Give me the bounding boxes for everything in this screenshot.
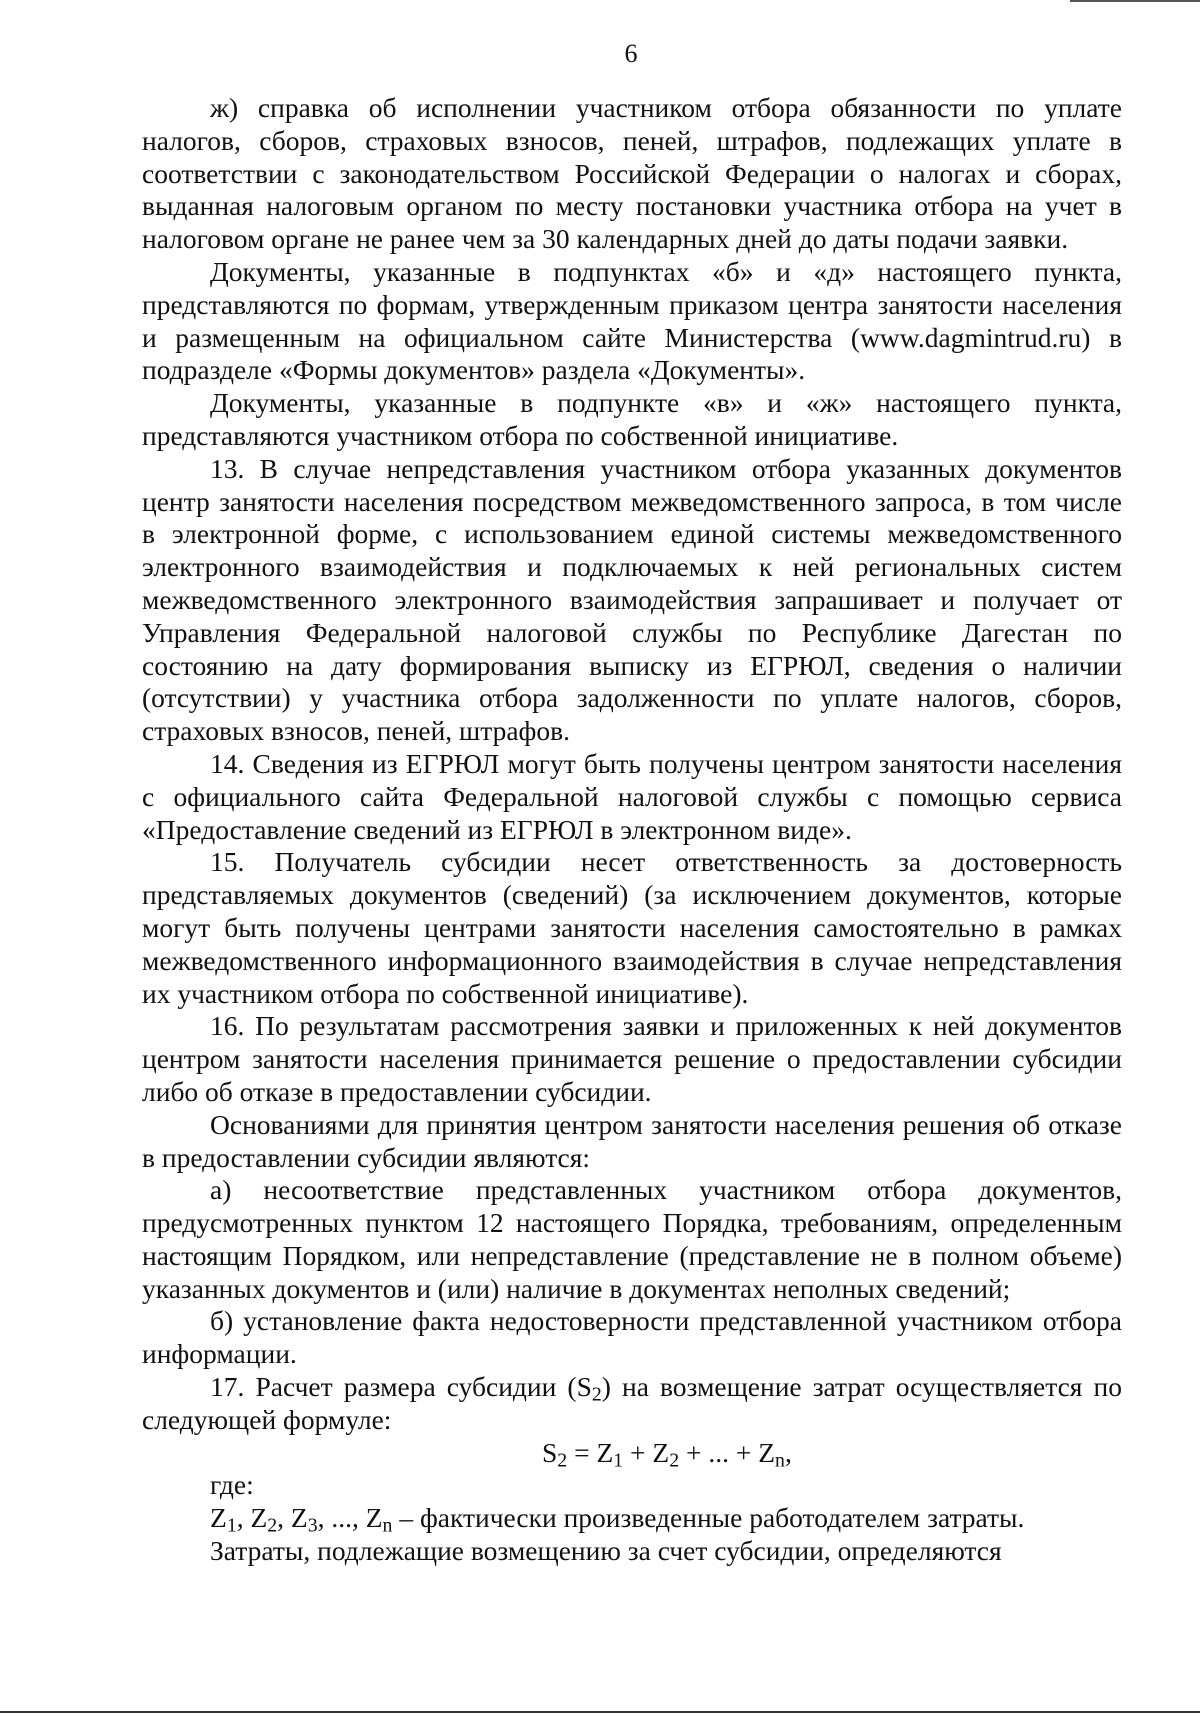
document-body — [142, 92, 1122, 1568]
item-17-text-end: ) на возмещение затрат осуществляется по следующей формуле: — [142, 1371, 1122, 1435]
formula-plus-z: + Z — [623, 1436, 670, 1468]
paragraph-item-15: 15. Получатель субсидии несет ответственность за достоверность представляемых документов (сведений) (за исключением документов, которые могут быть получены центрами занятости населения самостоятельно в рамках межведомственного информационного взаимодействия в случае непредставления их участником отбора по собственной инициативе). — [142, 846, 1122, 1009]
page-number: 6 — [624, 39, 638, 68]
formula-end: , — [784, 1436, 792, 1468]
paragraph-refusal-grounds: Основаниями для принятия центром занятости населения решения об отказе в предоставлении субсидии являются: — [142, 1108, 1122, 1173]
formula-zn-subscript: n — [775, 1449, 785, 1472]
z-def-z1-subscript: 1 — [226, 1514, 237, 1537]
subsidy-formula — [142, 1437, 1122, 1470]
paragraph-z-definition — [142, 1502, 1122, 1535]
z-def-z3: , Z — [277, 1502, 308, 1534]
paragraph-certificate-zh: ж) справка об исполнении участником отбора обязанности по уплате налогов, сборов, страховых взносов, пеней, штрафов, подлежащих уплате в соответствии с законодательством Российской Федерации о налогах и сборах, выданная налоговым органом по месту постановки участника отбора на учет в налоговом органе не ранее чем за 30 календарных дней до даты подачи заявки. — [142, 92, 1122, 255]
z-def-zn-subscript: n — [382, 1514, 393, 1537]
z-def-z2: , Z — [236, 1502, 268, 1534]
paragraph-costs-reimbursed: Затраты, подлежащие возмещению за счет субсидии, определяются — [210, 1535, 1002, 1567]
paragraph-documents-initiative: Документы, указанные в подпункте «в» и «ж» настоящего пункта, представляются участником отбора по собственной инициативе. — [142, 387, 1122, 451]
formula-dots-z: + ... + Z — [679, 1436, 776, 1468]
item-17-text-start: 17. Расчет размера субсидии (S — [210, 1371, 592, 1403]
formula-eq-z: = Z — [567, 1436, 614, 1468]
paragraph-item-13: 13. В случае непредставления участником отбора указанных документов центр занятости населения посредством межведомственного запроса, в том числе в электронной форме, с использованием единой системы межведомственного электронного взаимодействия и подключаемых к ней региональных систем межведомственного электронного взаимодействия запрашивает и получает от Управления Федеральной налоговой службы по Республике Дагестан по состоянию на дату формирования выписку из ЕГРЮЛ, сведения о наличии (отсутствии) у участника отбора задолженности по уплате налогов, сборов, страховых взносов, пеней, штрафов. — [142, 452, 1122, 747]
formula-s: S — [542, 1436, 558, 1468]
paragraph-ground-b: б) установление факта недостоверности представленной участником отбора информации. — [142, 1305, 1122, 1370]
paragraph-where: где: — [210, 1469, 254, 1501]
paragraph-documents-forms: Документы, указанные в подпунктах «б» и «д» настоящего пункта, представляются по формам, утвержденным приказом центра занятости населения и размещенным на официальном сайте Министерства (www.dagmintrud.ru) в подразделе «Формы документов» раздела «Документы». — [142, 255, 1122, 386]
scan-edge-line — [1070, 0, 1200, 2]
paragraph-item-16: 16. По результатам рассмотрения заявки и приложенных к ней документов центром занятости населения принимается решение о предоставлении субсидии либо об отказе в предоставлении субсидии. — [142, 1010, 1122, 1107]
formula-z1-subscript: 1 — [613, 1449, 624, 1472]
paragraph-item-17 — [142, 1371, 1122, 1437]
formula-s-subscript: 2 — [557, 1449, 568, 1472]
paragraph-ground-a: а) несоответствие представленных участником отбора документов, предусмотренных пунктом 12 настоящего Порядка, требованиям, определенным настоящим Порядком, или непредставление (представление не в полном объеме) указанных документов и (или) наличие в документах неполных сведений; — [142, 1174, 1122, 1304]
z-def-z2-subscript: 2 — [267, 1514, 278, 1537]
item-17-subscript: 2 — [591, 1383, 602, 1406]
z-def-zn: , ..., Z — [317, 1502, 383, 1534]
z-def-z3-subscript: 3 — [307, 1514, 318, 1537]
formula-z2-subscript: 2 — [669, 1449, 680, 1472]
z-def-z1: Z — [210, 1502, 227, 1534]
paragraph-item-14: 14. Сведения из ЕГРЮЛ могут быть получены центром занятости населения с официального сайта Федеральной налоговой службы с помощью сервиса «Предоставление сведений из ЕГРЮЛ в электронном виде». — [142, 747, 1122, 845]
z-def-rest: – фактически произведенные работодателем затраты. — [392, 1502, 1025, 1534]
